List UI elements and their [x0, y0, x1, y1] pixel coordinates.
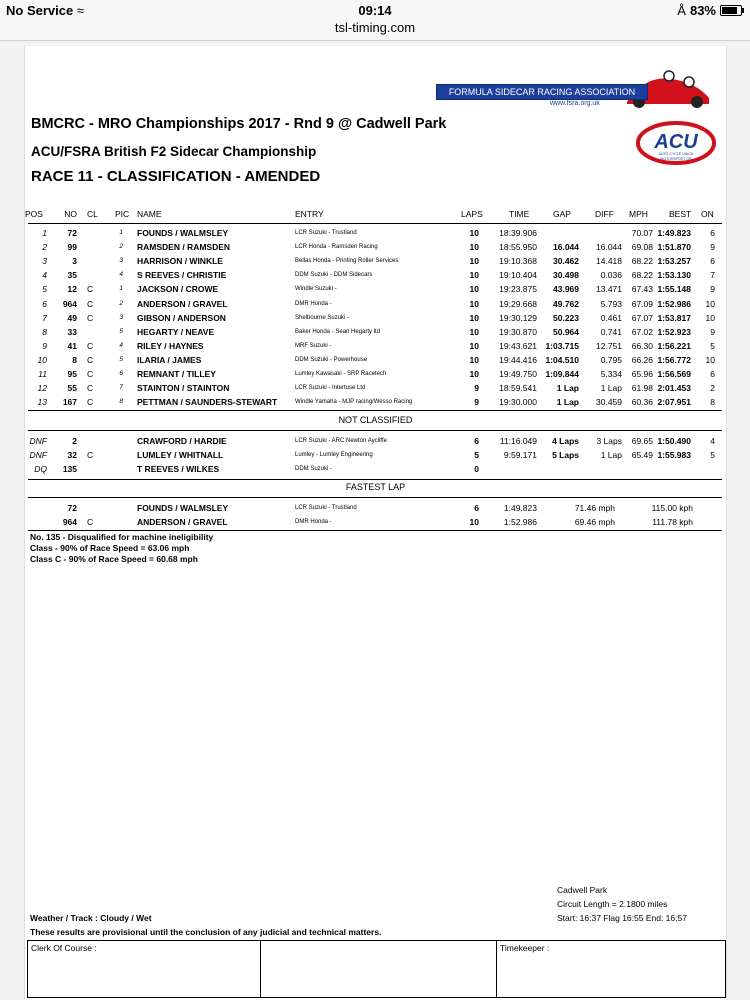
pos-cell: 11: [38, 369, 47, 379]
number-cell: 964: [62, 298, 77, 309]
fastest-lap-end-rule: [28, 530, 722, 531]
note-disqualified: No. 135 - Disqualified for machine ineligibility: [30, 532, 214, 542]
results-row: [25, 395, 726, 409]
gap-cell: 50.964: [553, 326, 579, 337]
diff-cell: 12.751: [596, 340, 622, 351]
time-cell: 19:29.668: [499, 298, 537, 309]
laps-cell: 5: [474, 450, 479, 460]
diff-cell: 3 Laps: [596, 436, 622, 446]
laps-cell: 10: [469, 340, 479, 351]
clerk-of-course-label: Clerk Of Course :: [31, 943, 97, 953]
mph-cell: 69.65: [631, 436, 653, 446]
mph-cell: 67.09: [631, 298, 653, 309]
time-cell: 11:16.049: [499, 436, 537, 446]
fastest-lap-row: [25, 501, 726, 515]
best-on-lap-cell: 7: [710, 270, 715, 281]
wifi-icon: ≈: [76, 3, 84, 18]
number-cell: 3: [72, 256, 77, 267]
not-classified-row: [25, 434, 726, 448]
diff-cell: 16.044: [596, 242, 622, 253]
entry-cell: DMR Honda -: [295, 300, 332, 307]
number-cell: 49: [67, 312, 77, 323]
class-cell: C: [87, 450, 94, 460]
time-cell: 19:23.875: [499, 284, 537, 295]
class-cell: C: [87, 517, 94, 527]
mph-cell: 67.07: [631, 312, 653, 323]
number-cell: 41: [67, 340, 77, 351]
gap-cell: 30.498: [553, 270, 579, 281]
class-cell: C: [87, 298, 94, 309]
mph-cell: 66.26: [631, 354, 653, 365]
mph-speed-cell: 71.46 mph: [574, 503, 615, 513]
best-on-lap-cell: 6: [710, 256, 715, 267]
gap-cell: 1 Lap: [556, 383, 579, 394]
entry-cell: DMR Honda -: [295, 519, 332, 525]
laps-cell: 0: [474, 464, 479, 474]
name-cell: ILARIA / JAMES: [137, 354, 202, 365]
number-cell: 2: [72, 436, 77, 446]
kph-speed-cell: 111.78 kph: [652, 517, 693, 527]
col-pos: POS: [25, 209, 43, 219]
col-best: BEST: [669, 209, 692, 219]
diff-cell: 30.459: [596, 397, 622, 408]
lap-time-cell: 1:52.986: [503, 517, 537, 527]
best-lap-cell: 1:56.772: [657, 354, 691, 365]
diff-cell: 1 Lap: [600, 450, 622, 460]
time-cell: 19:10.404: [499, 270, 537, 281]
best-on-lap-cell: 8: [710, 397, 715, 408]
note-class-c-speed: Class C - 90% of Race Speed = 60.68 mph: [30, 554, 198, 564]
acu-logo-icon: [635, 120, 717, 166]
bluetooth-icon: Å: [677, 3, 686, 18]
name-cell: RILEY / HAYNES: [137, 340, 204, 351]
results-row: [25, 226, 726, 240]
diff-cell: 5.793: [600, 298, 622, 309]
entry-cell: Windle Suzuki -: [295, 286, 337, 293]
time-cell: 19:10.368: [499, 256, 537, 267]
best-on-lap-cell: 5: [710, 340, 715, 351]
results-document: [24, 46, 727, 1000]
not-classified-row: [25, 448, 726, 462]
diff-cell: 0.741: [600, 326, 622, 337]
circuit-length: Circuit Length = 2.1800 miles: [557, 899, 668, 909]
mph-cell: 69.08: [631, 242, 653, 253]
best-lap-cell: 1:52.986: [657, 298, 691, 309]
best-lap-cell: 1:53.257: [657, 256, 691, 267]
gap-cell: 1:04.510: [545, 354, 579, 365]
pic-cell: 5: [119, 327, 123, 335]
fastest-lap-title: FASTEST LAP: [345, 482, 406, 492]
name-cell: S REEVES / CHRISTIE: [137, 270, 227, 281]
not-classified-title: NOT CLASSIFIED: [338, 415, 413, 425]
gap-cell: 16.044: [553, 242, 579, 253]
best-on-lap-cell: 6: [710, 369, 715, 379]
laps-cell: 9: [474, 397, 479, 408]
status-cell: DNF: [29, 450, 47, 460]
gap-cell: 49.762: [553, 298, 579, 309]
pos-cell: 7: [42, 312, 47, 323]
time-cell: 19:49.750: [499, 369, 537, 379]
pic-cell: 8: [119, 398, 123, 406]
col-laps: LAPS: [461, 209, 483, 219]
pic-cell: 1: [119, 229, 123, 236]
best-on-lap-cell: 9: [710, 242, 715, 253]
laps-cell: 9: [474, 383, 479, 394]
gap-cell: 5 Laps: [552, 450, 579, 460]
pos-cell: 5: [42, 284, 47, 295]
best-lap-cell: 1:56.221: [657, 340, 691, 351]
diff-cell: 0.036: [600, 270, 622, 281]
timekeeper-cell: [497, 941, 725, 997]
race-times: Start: 16:37 Flag 16:55 End: 16:57: [557, 913, 687, 923]
pos-cell: 10: [37, 354, 47, 365]
entry-cell: DDM Suzuki - DDM Sidecars: [295, 272, 373, 279]
pos-cell: 12: [37, 383, 47, 394]
col-mph: MPH: [629, 209, 648, 219]
mph-cell: 60.36: [631, 397, 653, 408]
time-cell: 19:30.870: [499, 326, 537, 337]
best-lap-cell: 1:49.823: [657, 228, 691, 238]
weather-track: Weather / Track : Cloudy / Wet: [30, 913, 152, 923]
name-cell: REMNANT / TILLEY: [137, 369, 216, 379]
col-name: NAME: [137, 209, 162, 219]
best-lap-cell: 1:55.148: [657, 284, 691, 295]
lap-number-cell: 10: [469, 517, 479, 527]
best-lap-cell: 2:07.951: [657, 397, 691, 408]
entry-cell: LCR Suzuki - Trustland: [295, 505, 357, 511]
fastest-lap-row: [25, 515, 726, 529]
circuit-name: Cadwell Park: [557, 885, 608, 895]
entry-cell: Lumley - Lumley Engineering: [295, 452, 373, 458]
clerk-of-course-cell: [28, 941, 261, 997]
battery-status: [677, 3, 742, 18]
fsra-banner: FORMULA SIDECAR RACING ASSOCIATION: [436, 84, 648, 100]
pos-cell: 2: [42, 242, 47, 253]
number-cell: 35: [67, 270, 77, 281]
championship-title: BMCRC - MRO Championships 2017 - Rnd 9 @ Cadwell Park: [31, 116, 447, 132]
number-cell: 12: [67, 284, 77, 295]
time-cell: 19:30.000: [499, 397, 537, 408]
best-on-lap-cell: 6: [710, 228, 715, 238]
class-cell: C: [87, 340, 94, 351]
entry-cell: LCR Suzuki - Trustland: [295, 230, 357, 236]
acu-logo-text: ACU: [654, 131, 698, 153]
race-title: RACE 11 - CLASSIFICATION - AMENDED: [31, 168, 321, 185]
gap-cell: 30.462: [553, 256, 579, 267]
results-row: [25, 254, 726, 268]
col-entry: ENTRY: [295, 209, 324, 219]
mph-cell: 70.07: [631, 228, 653, 238]
mph-cell: 66.30: [631, 340, 653, 351]
best-on-lap-cell: 10: [705, 312, 715, 323]
mph-cell: 68.22: [631, 256, 653, 267]
gap-cell: 1:09.844: [545, 369, 579, 379]
class-cell: C: [87, 383, 94, 394]
class-cell: C: [87, 354, 94, 365]
name-cell: T REEVES / WILKES: [137, 464, 220, 474]
entry-cell: Shelbourne Suzuki -: [295, 314, 350, 321]
best-lap-cell: 1:53.130: [657, 270, 691, 281]
name-cell: FOUNDS / WALMSLEY: [137, 503, 229, 513]
results-row: [25, 367, 726, 381]
note-class-speed: Class - 90% of Race Speed = 63.06 mph: [30, 543, 190, 553]
name-cell: GIBSON / ANDERSON: [137, 312, 226, 323]
pos-cell: 4: [42, 270, 47, 281]
time-cell: 9:59.171: [503, 450, 537, 460]
name-cell: HARRISON / WINKLE: [137, 256, 223, 267]
diff-cell: 5.334: [600, 369, 622, 379]
pic-cell: 3: [119, 313, 123, 321]
number-cell: 167: [62, 397, 77, 408]
not-classified-rule: [28, 430, 722, 431]
entry-cell: Bellas Honda - Printing Roller Services: [295, 258, 399, 265]
gap-cell: 4 Laps: [552, 436, 579, 446]
fsra-url: www.fsra.org.uk: [550, 100, 600, 107]
number-cell: 135: [62, 464, 77, 474]
laps-cell: 10: [469, 228, 479, 238]
name-cell: PETTMAN / SAUNDERS-STEWART: [137, 397, 278, 408]
laps-cell: 6: [474, 436, 479, 446]
class-cell: C: [87, 369, 94, 379]
time-cell: 19:30.129: [499, 312, 537, 323]
blank-signature-cell: [261, 941, 497, 997]
acu-logo-sub2: MOTORSPORT GB: [660, 157, 692, 161]
results-row: [25, 282, 726, 296]
time-cell: 19:43.621: [499, 340, 537, 351]
time-cell: 18:39.906: [499, 228, 537, 238]
laps-cell: 10: [469, 256, 479, 267]
name-cell: HEGARTY / NEAVE: [137, 326, 215, 337]
laps-cell: 10: [469, 369, 479, 379]
name-cell: STAINTON / STAINTON: [137, 383, 230, 394]
laps-cell: 10: [469, 326, 479, 337]
pic-cell: 4: [119, 341, 123, 349]
browser-status-bar: [0, 0, 750, 41]
header-rule: [28, 223, 722, 224]
mph-speed-cell: 69.46 mph: [574, 517, 615, 527]
pos-cell: 6: [42, 298, 47, 309]
pic-cell: 4: [119, 271, 123, 279]
name-cell: CRAWFORD / HARDIE: [137, 436, 227, 446]
col-time: TIME: [509, 209, 530, 219]
mph-cell: 65.49: [631, 450, 653, 460]
diff-cell: 14.418: [596, 256, 622, 267]
number-cell: 72: [67, 228, 77, 238]
diff-cell: 0.461: [600, 312, 622, 323]
results-row: [25, 353, 726, 367]
number-cell: 99: [67, 242, 77, 253]
pos-cell: 8: [42, 326, 47, 337]
status-cell: DNF: [29, 436, 47, 446]
pic-cell: 1: [119, 285, 123, 293]
col-no: NO: [64, 209, 77, 219]
entry-cell: LCR Honda - Ramsden Racing: [295, 244, 378, 251]
pic-cell: 6: [119, 370, 123, 377]
diff-cell: 0.795: [600, 354, 622, 365]
battery-percent: 83%: [689, 3, 716, 18]
time-cell: 19:44.416: [499, 354, 537, 365]
best-lap-cell: 1:52.923: [657, 326, 691, 337]
class-cell: C: [87, 284, 94, 295]
col-diff: DIFF: [595, 209, 614, 219]
pic-cell: 5: [119, 355, 123, 363]
results-row: [25, 297, 726, 311]
nc-end-rule: [28, 479, 722, 480]
fastest-lap-rule: [28, 497, 722, 498]
gap-cell: 1:03.715: [545, 340, 579, 351]
mph-cell: 67.02: [631, 326, 653, 337]
laps-cell: 10: [469, 242, 479, 253]
entry-cell: LCR Suzuki - Intertuse Ltd: [295, 385, 366, 392]
mph-cell: 61.98: [631, 383, 653, 394]
laps-cell: 10: [469, 298, 479, 309]
laps-cell: 10: [469, 284, 479, 295]
address-bar-url[interactable]: tsl-timing.com: [334, 20, 416, 35]
lap-number-cell: 6: [474, 503, 479, 513]
results-row: [25, 268, 726, 282]
entry-cell: MRF Suzuki -: [295, 342, 332, 349]
signature-box: [27, 940, 726, 998]
class-cell: C: [87, 312, 94, 323]
gap-cell: 1 Lap: [556, 397, 579, 408]
entry-cell: LCR Suzuki - ARC Newton Aycliffe: [295, 438, 387, 444]
lap-time-cell: 1:49.823: [503, 503, 537, 513]
carrier-label: No Service: [6, 3, 74, 18]
entry-cell: Lumley Kawasaki - SRP Racetech: [295, 371, 387, 377]
best-lap-cell: 1:55.983: [657, 450, 691, 460]
results-row: [25, 381, 726, 395]
status-cell: DQ: [34, 464, 47, 474]
name-cell: ANDERSON / GRAVEL: [137, 298, 228, 309]
col-cl: CL: [87, 209, 98, 219]
col-pic: PIC: [115, 209, 130, 219]
pic-cell: 2: [119, 299, 123, 307]
col-on: ON: [701, 209, 714, 219]
results-row: [25, 325, 726, 339]
name-cell: FOUNDS / WALMSLEY: [137, 228, 229, 238]
laps-cell: 10: [469, 312, 479, 323]
pic-cell: 3: [119, 257, 123, 265]
best-lap-cell: 1:50.490: [657, 436, 691, 446]
best-lap-cell: 1:56.569: [657, 369, 691, 379]
gap-cell: 43.969: [553, 284, 579, 295]
pos-cell: 13: [37, 397, 47, 408]
diff-cell: 1 Lap: [600, 383, 622, 394]
laps-cell: 10: [469, 270, 479, 281]
mph-cell: 68.22: [631, 270, 653, 281]
series-title: ACU/FSRA British F2 Sidecar Championship: [31, 144, 317, 159]
pos-cell: 3: [42, 256, 47, 267]
entry-cell: Windle Yamaha - MJP racing/Wesso Racing: [295, 399, 413, 406]
name-cell: LUMLEY / WHITNALL: [137, 450, 224, 460]
number-cell: 95: [67, 369, 77, 379]
not-classified-row: [25, 462, 726, 476]
best-on-lap-cell: 9: [710, 284, 715, 295]
results-row: [25, 339, 726, 353]
entry-cell: DDM Suzuki - Powerhouse: [295, 356, 368, 363]
clock: 09:14: [358, 3, 392, 18]
number-cell: 55: [67, 383, 77, 394]
acu-logo-sub1: AUTO-CYCLE UNION: [658, 152, 694, 156]
name-cell: ANDERSON / GRAVEL: [137, 517, 228, 527]
best-on-lap-cell: 5: [710, 450, 715, 460]
results-header-row: [25, 207, 726, 221]
time-cell: 18:55.950: [499, 242, 537, 253]
laps-cell: 10: [469, 354, 479, 365]
number-cell: 8: [72, 354, 77, 365]
results-end-rule: [28, 410, 722, 411]
number-cell: 33: [67, 326, 77, 337]
number-cell: 32: [67, 450, 77, 460]
mph-cell: 65.96: [631, 369, 653, 379]
kph-speed-cell: 115.00 kph: [651, 503, 693, 513]
best-lap-cell: 1:53.817: [657, 312, 691, 323]
best-on-lap-cell: 4: [710, 436, 715, 446]
entry-cell: Baker Honda - Sean Hegarty ltd: [295, 328, 381, 335]
provisional-notice: These results are provisional until the conclusion of any judicial and technical matters.: [30, 927, 382, 937]
number-cell: 964: [62, 517, 77, 527]
mph-cell: 67.43: [631, 284, 653, 295]
timekeeper-label: Timekeeper :: [500, 943, 550, 953]
pic-cell: 7: [119, 384, 123, 392]
best-on-lap-cell: 10: [705, 354, 715, 365]
gap-cell: 50.223: [553, 312, 579, 323]
results-row: [25, 240, 726, 254]
diff-cell: 13.471: [596, 284, 622, 295]
pic-cell: 2: [119, 243, 123, 251]
entry-cell: DDM Suzuki -: [295, 466, 333, 472]
name-cell: RAMSDEN / RAMSDEN: [137, 242, 231, 253]
best-lap-cell: 2:01.453: [657, 383, 691, 394]
col-gap: GAP: [553, 209, 571, 219]
name-cell: JACKSON / CROWE: [137, 284, 219, 295]
best-on-lap-cell: 9: [710, 326, 715, 337]
pos-cell: 1: [42, 228, 47, 238]
best-lap-cell: 1:51.870: [657, 242, 691, 253]
number-cell: 72: [67, 503, 77, 513]
results-row: [25, 311, 726, 325]
best-on-lap-cell: 2: [710, 383, 715, 394]
battery-icon: [720, 5, 742, 16]
pos-cell: 9: [42, 340, 47, 351]
best-on-lap-cell: 10: [705, 298, 715, 309]
time-cell: 18:59.541: [499, 383, 537, 394]
class-cell: C: [87, 397, 94, 408]
